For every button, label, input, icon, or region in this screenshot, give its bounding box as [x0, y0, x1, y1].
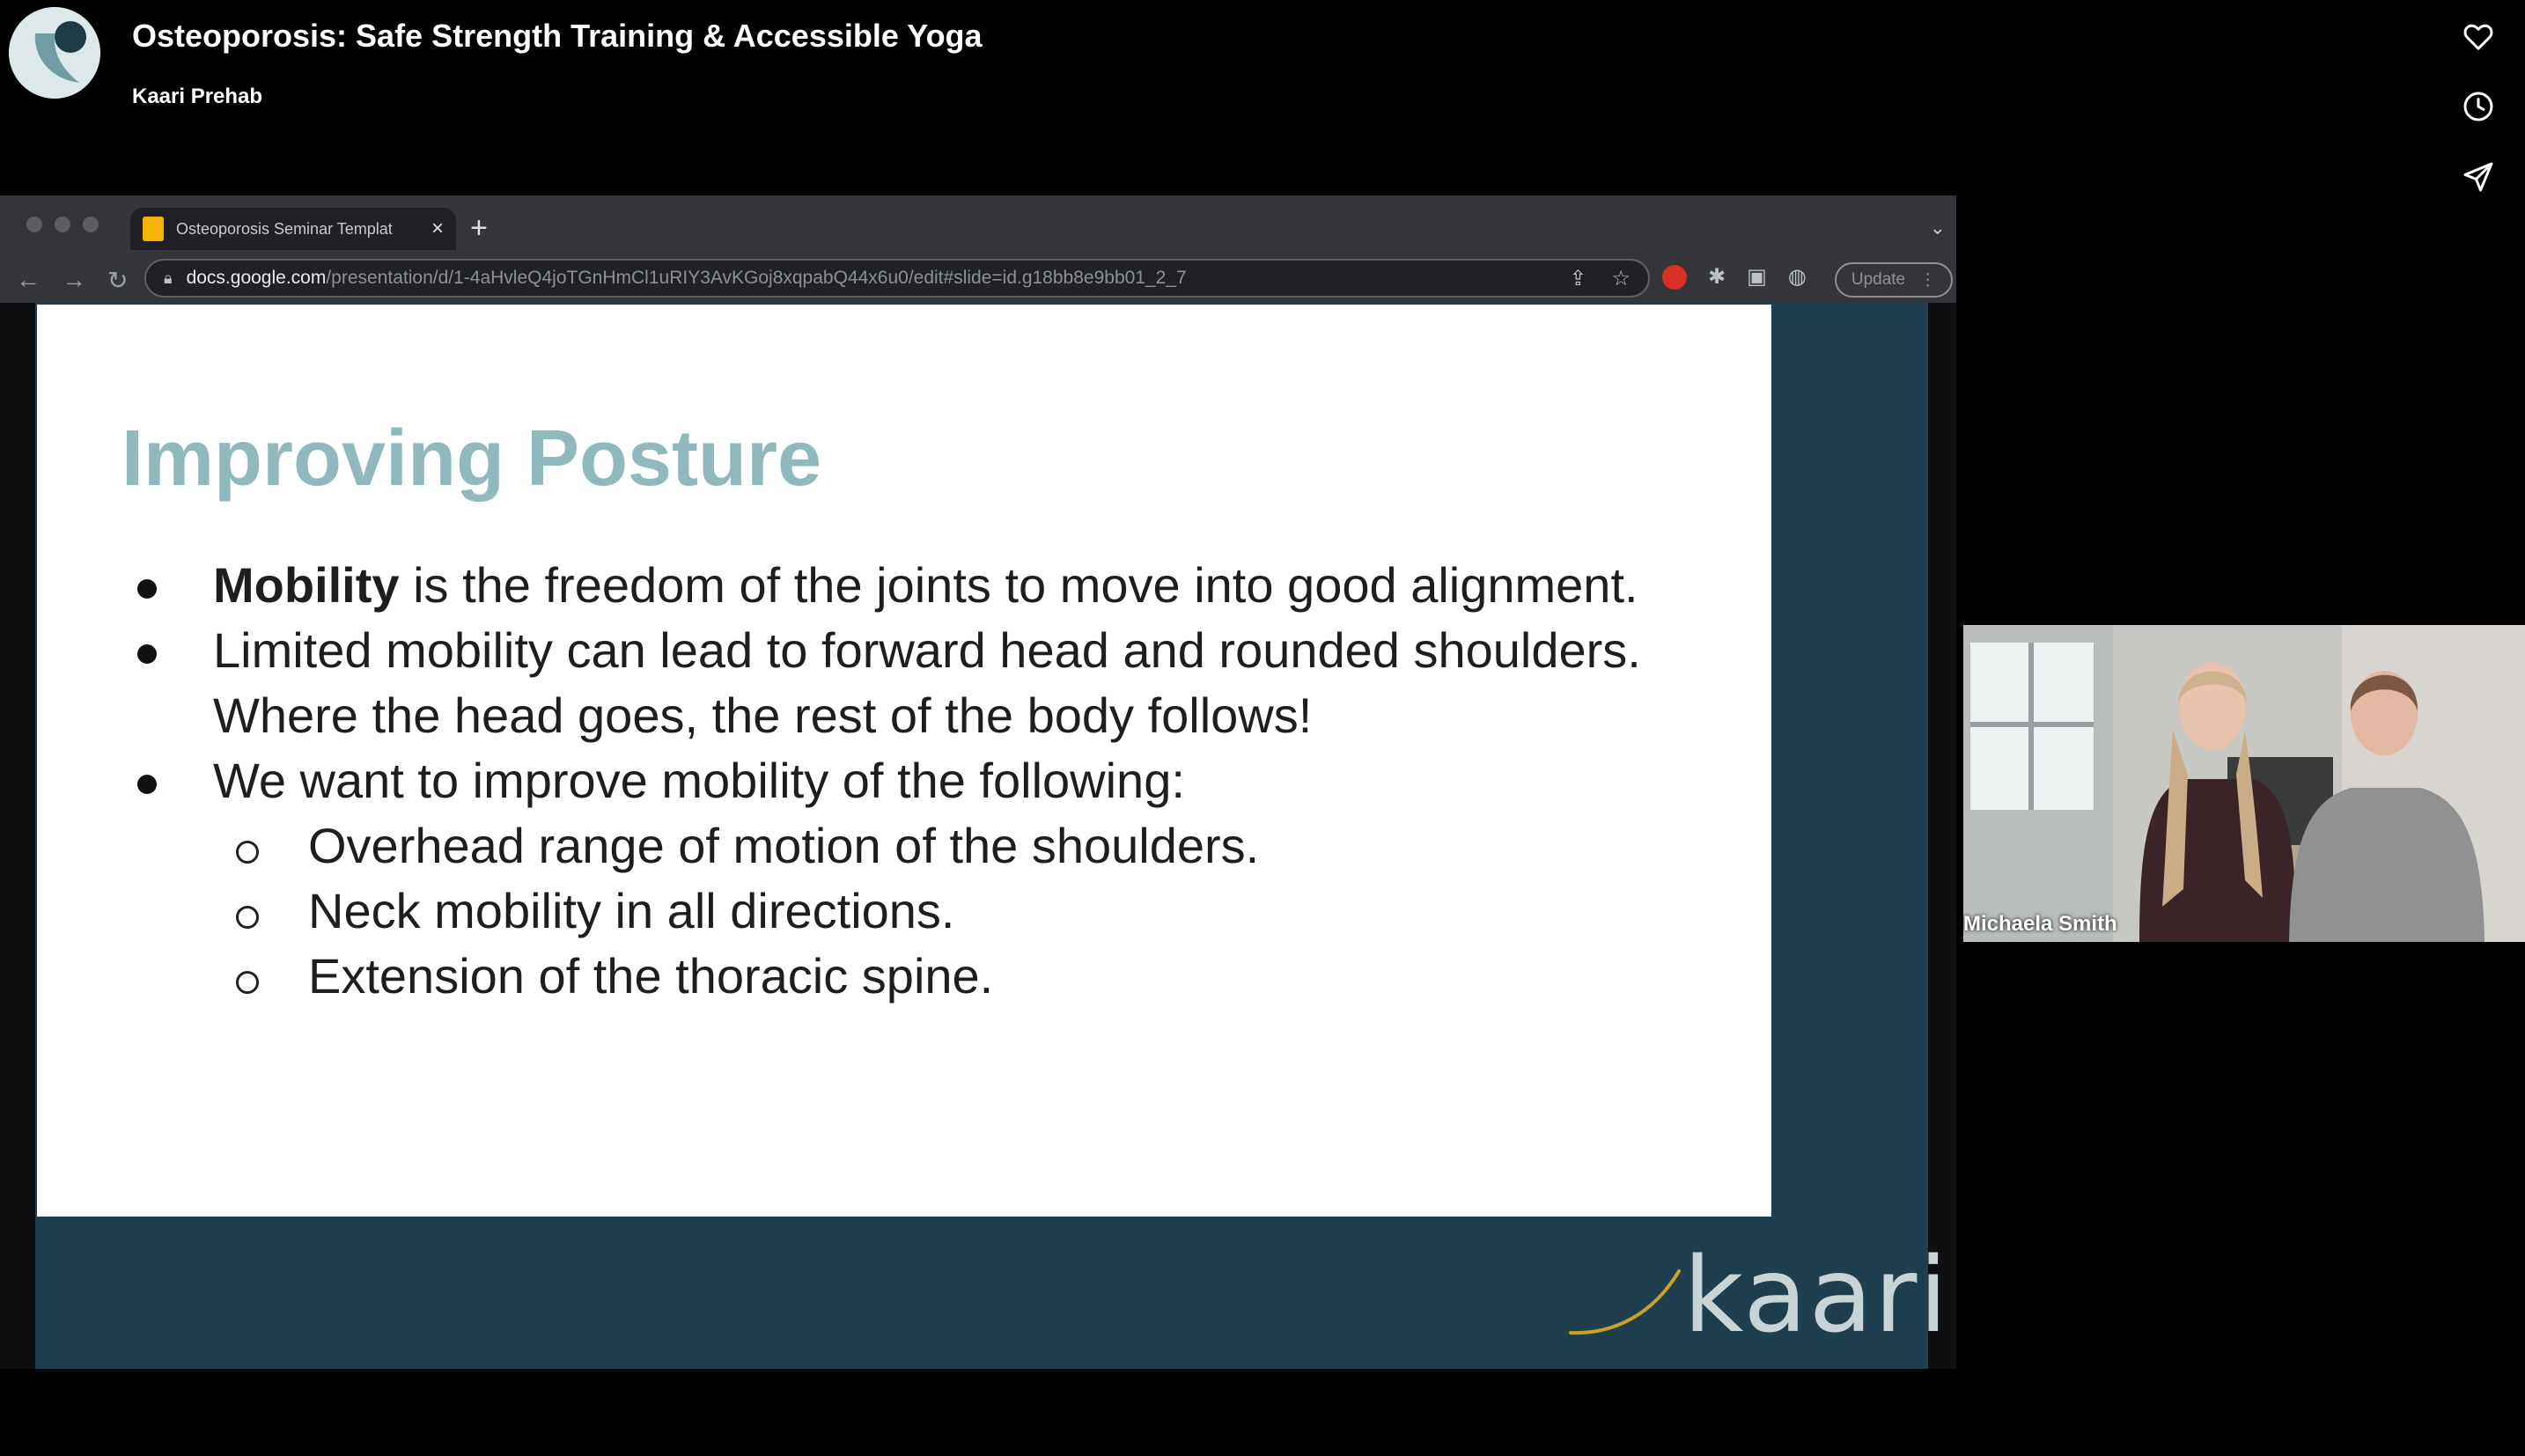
- video-title: Osteoporosis: Safe Strength Training & Accessible Yoga: [132, 18, 983, 54]
- sub-bullet-item: [137, 813, 1740, 879]
- sub-bullet-item: [137, 944, 1740, 1009]
- bullet-item: [137, 618, 1740, 748]
- channel-avatar[interactable]: [9, 7, 100, 99]
- forward-arrow-icon[interactable]: →: [62, 266, 86, 293]
- bullet-item: [137, 553, 1740, 618]
- bullet-text: is the freedom of the joints to move into good alignment.: [399, 557, 1638, 613]
- kebab-menu-icon[interactable]: ⋮: [1919, 270, 1937, 290]
- participant-video-frame: [1963, 625, 2525, 942]
- send-icon: [2461, 159, 2496, 195]
- extension-icons: [1662, 264, 1807, 290]
- side-panel-icon[interactable]: ▣: [1747, 265, 1767, 289]
- bullet-text: We want to improve mobility of the following:: [213, 753, 1185, 808]
- tab-label: Osteoporosis Seminar Templat: [176, 219, 393, 238]
- sub-bullet-text: Overhead range of motion of the shoulders.: [308, 818, 1260, 873]
- tab-close-icon[interactable]: ×: [431, 217, 444, 240]
- window-controls: [26, 217, 99, 232]
- puzzle-extensions-icon[interactable]: ✱: [1708, 265, 1726, 289]
- channel-name[interactable]: Kaari Prehab: [132, 85, 263, 108]
- new-tab-button[interactable]: +: [470, 211, 488, 245]
- minimize-window-dot[interactable]: [55, 217, 70, 232]
- side-actions: [2458, 16, 2499, 227]
- participant-video[interactable]: [1963, 625, 2525, 942]
- url-host: docs.google.com: [186, 268, 327, 288]
- browser-tab[interactable]: [130, 208, 456, 250]
- pinterest-extension-icon[interactable]: [1662, 265, 1687, 290]
- bookmark-star-icon[interactable]: ☆: [1611, 266, 1631, 290]
- browser-chrome: [0, 195, 1956, 303]
- sub-bullet-item: [137, 879, 1740, 944]
- watch-later-button[interactable]: [2458, 86, 2499, 127]
- sub-bullet-text: Neck mobility in all directions.: [308, 883, 955, 938]
- sub-bullet-text: Extension of the thoracic spine.: [308, 948, 994, 1004]
- channel-logo-icon: [9, 7, 100, 99]
- bullet-text: Limited mobility can lead to forward head and rounded shoulders. Where the head goes, the rest of the body follows!: [213, 622, 1641, 743]
- maximize-window-dot[interactable]: [83, 217, 99, 232]
- heart-icon: [2461, 18, 2496, 54]
- slide-title: Improving Posture: [121, 415, 822, 503]
- bullet-list: [137, 553, 1740, 1009]
- url-path: /presentation/d/1-4aHvleQ4joTGnHmCl1uRIY3AvKGoj8xqpabQ44x6u0/edit#slide=id.g18bb8e9bb01_2_7: [326, 268, 1187, 288]
- lock-icon: 🔒︎: [164, 268, 173, 287]
- update-button[interactable]: [1835, 262, 1953, 298]
- address-bar[interactable]: [144, 259, 1650, 298]
- slides-favicon-icon: [143, 217, 164, 241]
- share-button[interactable]: [2458, 157, 2499, 197]
- clock-icon: [2461, 89, 2496, 124]
- update-label: Update: [1851, 270, 1906, 289]
- bullet-item: [137, 748, 1740, 813]
- nav-buttons: [16, 266, 128, 295]
- tab-search-chevron-icon[interactable]: ⌄: [1929, 217, 1946, 239]
- close-window-dot[interactable]: [26, 217, 42, 232]
- bullet-bold-term: Mobility: [213, 557, 400, 613]
- reload-icon[interactable]: ↻: [107, 267, 129, 294]
- omnibox-icons: [1569, 266, 1631, 291]
- profile-icon[interactable]: ◍: [1787, 265, 1807, 289]
- slide-content: [37, 305, 1771, 1217]
- kaari-swoosh-icon: [1569, 1262, 1683, 1342]
- share-page-icon[interactable]: ⇪: [1569, 266, 1587, 290]
- back-arrow-icon[interactable]: ←: [16, 266, 40, 293]
- like-button[interactable]: [2458, 16, 2499, 56]
- participant-name: Michaela Smith: [1963, 912, 2117, 936]
- shared-screen: [0, 195, 1956, 1369]
- kaari-logo-text: kaari: [1683, 1234, 1950, 1356]
